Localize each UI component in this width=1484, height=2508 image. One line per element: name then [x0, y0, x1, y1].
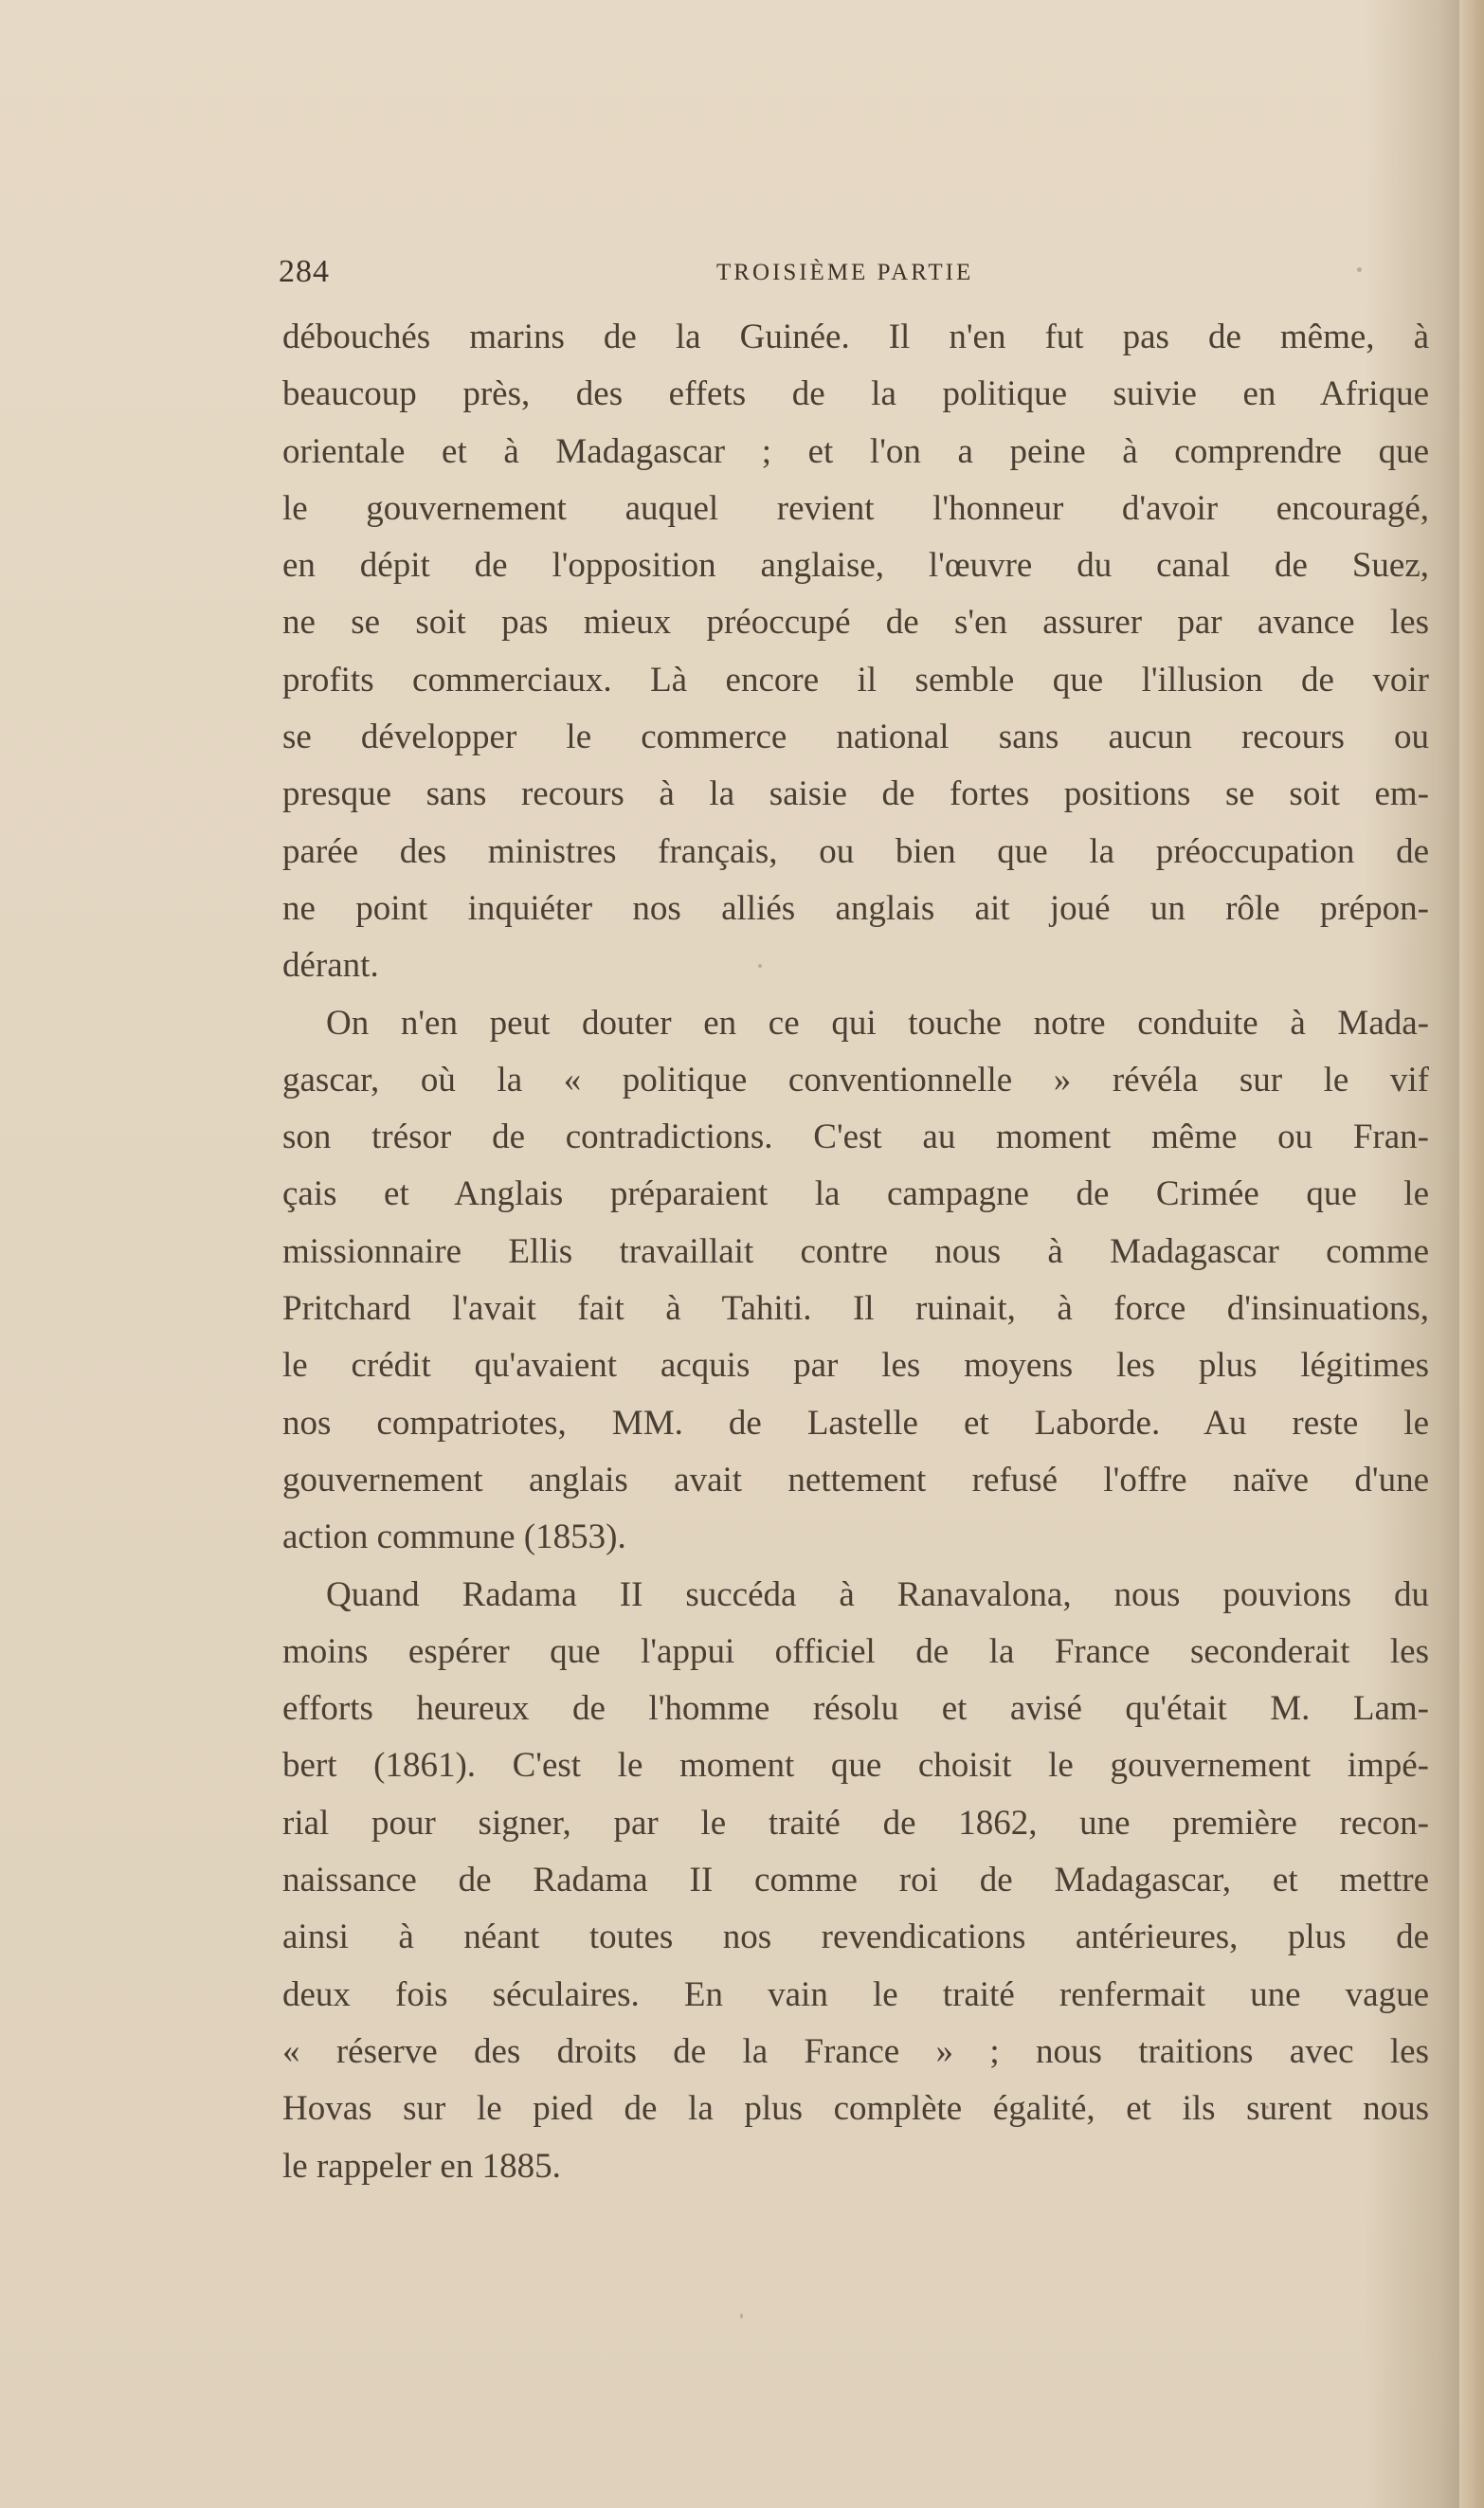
- text-line: débouchés marins de la Guinée. Il n'en fut pas de même, à: [282, 318, 1429, 356]
- text-line: nos compatriotes, MM. de Lastelle et Laborde. Au reste le: [282, 1403, 1429, 1443]
- text-line: gascar, où la « politique conventionnelle » révéla sur le vif: [282, 1060, 1429, 1100]
- running-head: [279, 254, 1427, 292]
- page-number: 284: [279, 254, 330, 289]
- text-line: profits commerciaux. Là encore il semble que l'illusion de voir: [282, 660, 1429, 700]
- paper-speck: [740, 2314, 743, 2318]
- text-line: moins espérer que l'appui officiel de la France seconderait les: [282, 1631, 1429, 1671]
- text-line: orientale et à Madagascar ; et l'on a peine à comprendre que: [282, 431, 1429, 471]
- paper-speck: [1357, 267, 1362, 272]
- text-line: Pritchard l'avait fait à Tahiti. Il ruinait, à force d'insinuations,: [282, 1289, 1429, 1329]
- text-line: action commune (1853).: [282, 1518, 626, 1557]
- text-line: bert (1861). C'est le moment que choisit le gouvernement impé-: [282, 1746, 1429, 1786]
- text-line: missionnaire Ellis travaillait contre nous à Madagascar comme: [282, 1231, 1429, 1271]
- text-line: naissance de Radama II comme roi de Madagascar, et mettre: [282, 1861, 1429, 1900]
- paper-speck: [758, 964, 762, 968]
- text-line: efforts heureux de l'homme résolu et avisé qu'était M. Lam-: [282, 1689, 1429, 1729]
- text-line: Quand Radama II succéda à Ranavalona, nous pouvions du: [326, 1574, 1429, 1614]
- running-head-title: TROISIÈME PARTIE: [716, 260, 974, 285]
- text-line: en dépit de l'opposition anglaise, l'œuvre du canal de Suez,: [282, 546, 1429, 586]
- text-line: çais et Anglais préparaient la campagne de Crimée que le: [282, 1174, 1429, 1214]
- text-line: gouvernement anglais avait nettement refusé l'offre naïve d'une: [282, 1460, 1429, 1499]
- text-line: ne point inquiéter nos alliés anglais ait joué un rôle prépon-: [282, 888, 1429, 928]
- text-line: se développer le commerce national sans aucun recours ou: [282, 718, 1429, 757]
- text-line: On n'en peut douter en ce qui touche notre conduite à Mada-: [326, 1003, 1429, 1043]
- body-text: [282, 309, 1429, 2195]
- page-edge: [1459, 0, 1484, 2508]
- text-line: « réserve des droits de la France » ; nous traitions avec les: [282, 2031, 1429, 2071]
- text-line: Hovas sur le pied de la plus complète égalité, et ils surent nous: [282, 2089, 1429, 2129]
- text-line: dérant.: [282, 946, 379, 986]
- text-line: ne se soit pas mieux préoccupé de s'en assurer par avance les: [282, 603, 1429, 643]
- text-line: le gouvernement auquel revient l'honneur d'avoir encouragé,: [282, 488, 1429, 528]
- text-line: le crédit qu'avaient acquis par les moyens les plus légitimes: [282, 1346, 1429, 1386]
- text-line: ainsi à néant toutes nos revendications antérieures, plus de: [282, 1917, 1429, 1957]
- text-line: beaucoup près, des effets de la politique suivie en Afrique: [282, 374, 1429, 414]
- text-line: rial pour signer, par le traité de 1862, une première recon-: [282, 1803, 1429, 1843]
- text-line: deux fois séculaires. En vain le traité renfermait une vague: [282, 1974, 1429, 2014]
- text-line: parée des ministres français, ou bien que la préoccupation de: [282, 831, 1429, 871]
- text-line: le rappeler en 1885.: [282, 2146, 561, 2186]
- paper-speck: [1265, 2105, 1269, 2109]
- text-line: son trésor de contradictions. C'est au moment même ou Fran-: [282, 1118, 1429, 1157]
- text-line: presque sans recours à la saisie de fortes positions se soit em-: [282, 774, 1429, 814]
